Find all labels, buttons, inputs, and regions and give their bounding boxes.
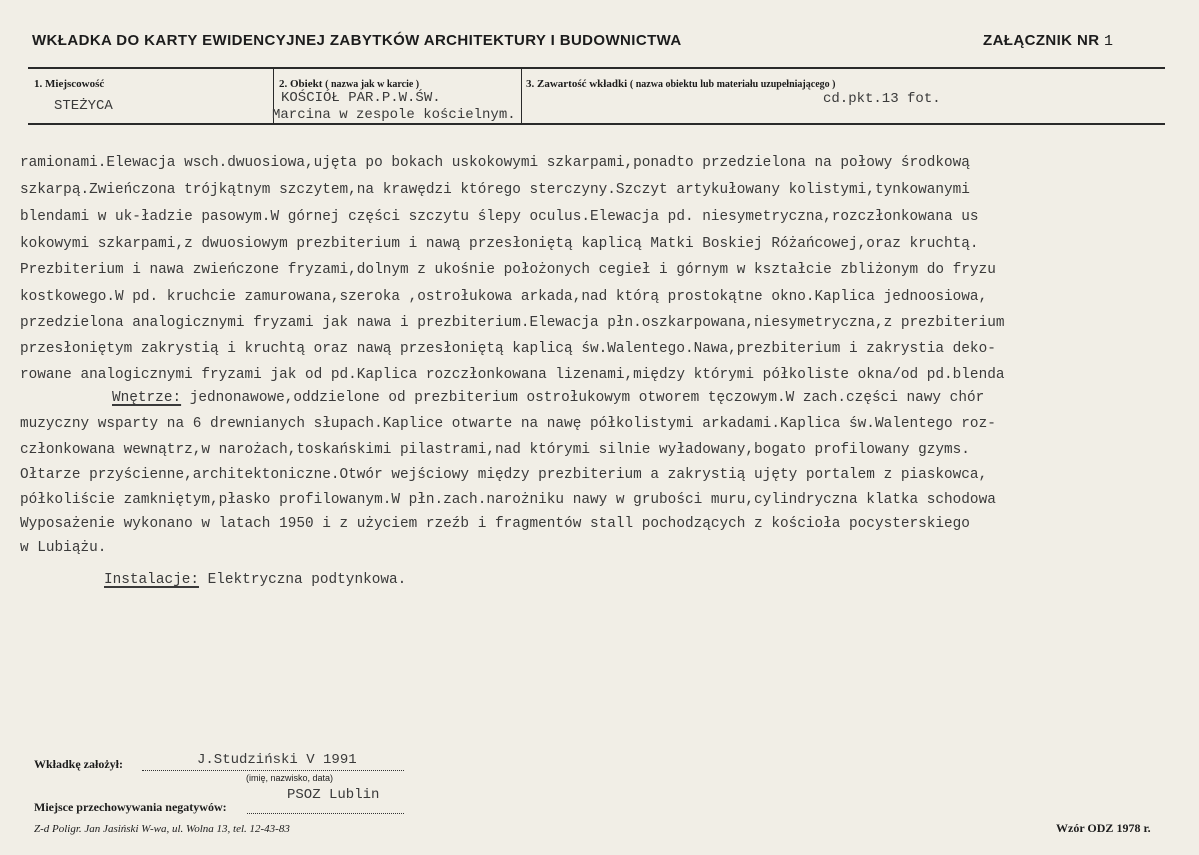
content-label-note: ( nazwa obiektu lub materiału uzupełniającego ) [629, 79, 836, 90]
object-label-text: 2. Obiekt [279, 78, 323, 90]
installations-text: Elektryczna podtynkowa. [199, 572, 407, 588]
object-value-line-1: KOŚCIÓŁ PAR.P.W.ŚW. [281, 90, 441, 106]
body-line: członkowana wewnątrz,w narożach,toskańskimi pilastrami,nad którymi silnie wyładowany,bogato profilowany gzyms. [20, 442, 970, 458]
body-line: kokowymi szkarpami,z dwuosiowym prezbiterium i nawą przesłoniętą kaplicą Matki Boskiej Różańcowej,oraz kruchtą. [20, 236, 979, 252]
object-label-note: ( nazwa jak w karcie ) [325, 79, 420, 90]
interior-paragraph-start [112, 390, 984, 406]
negatives-label: Miejsce przechowywania negatywów: [34, 800, 227, 814]
body-line: przesłoniętym zakrystią i kruchtą oraz nawą przesłoniętą kaplicą św.Walentego.Nawa,prezbiterium i zakrystia deko- [20, 341, 996, 357]
field-divider-2 [521, 69, 522, 123]
founded-by-value: J.Studziński V 1991 [197, 752, 357, 768]
annex-label [983, 32, 1113, 50]
field-box-top-rule [28, 67, 1165, 69]
founded-by-label: Wkładkę założył: [34, 757, 123, 771]
founded-by-dotted-line [142, 770, 404, 771]
installations-heading: Instalacje: [104, 572, 199, 588]
body-line: przedzielona analogicznymi fryzami jak nawa i prezbiterium.Elewacja płn.oszkarpowana,niesymetryczna,z prezbiterium [20, 315, 1005, 331]
body-line: półkoliście zamkniętym,płasko profilowanym.W płn.zach.narożniku nawy w grubości muru,cylindryczna klatka schodowa [20, 492, 996, 508]
body-line: szkarpą.Zwieńczona trójkątnym szczytem,na krawędzi którego sterczyny.Szczyt artykułowany kolistymi,tynkowanymi [20, 182, 970, 198]
body-line: w Lubiążu. [20, 540, 107, 556]
body-line: blendami w uk-ładzie pasowym.W górnej części szczytu ślepy oculus.Elewacja pd. niesymetryczna,rozczłonkowana us [20, 209, 979, 225]
annex-number: 1 [1104, 33, 1114, 50]
negatives-value: PSOZ Lublin [287, 787, 380, 803]
content-label-text: 3. Zawartość wkładki [526, 78, 628, 90]
founded-by-note: (imię, nazwisko, data) [246, 773, 334, 783]
place-label: 1. Miejscowość [34, 78, 105, 90]
body-line: ramionami.Elewacja wsch.dwuosiowa,ujęta po bokach uskokowymi szkarpami,ponadto przedzielona na połowy środkową [20, 155, 970, 171]
place-value: STEŻYCA [54, 98, 113, 114]
annex-label-text: ZAŁĄCZNIK NR [983, 32, 1100, 49]
body-line: Wyposażenie wykonano w latach 1950 i z użyciem rzeźb i fragmentów stall pochodzących z kościoła pocysterskiego [20, 516, 970, 532]
interior-text: jednonawowe,oddzielone od prezbiterium ostrołukowym otworem tęczowym.W zach.części nawy chór [181, 390, 985, 406]
object-value-line-2: Marcina w zespole kościelnym. [272, 107, 516, 123]
content-label [526, 78, 835, 90]
body-line: Prezbiterium i nawa zwieńczone fryzami,dolnym z ukośnie położonych cegieł i górnym w kształcie zbliżonym do fryzu [20, 262, 996, 278]
object-label [279, 78, 419, 90]
body-line: Ołtarze przyścienne,architektoniczne.Otwór wejściowy między prezbiterium a zakrystią ujęty portalem z piaskowca, [20, 467, 988, 483]
body-line: rowane analogicznymi fryzami jak od pd.Kaplica rozczłonkowana lizenami,między którymi półkoliste okna/od pd.blenda [20, 367, 1005, 383]
content-value: cd.pkt.13 fot. [823, 91, 941, 107]
negatives-dotted-line [247, 813, 404, 814]
installations-line [104, 572, 406, 588]
body-line: muzyczny wsparty na 6 drewnianych słupach.Kaplice otwarte na nawę półkolistymi arkadami.Kaplica św.Walentego roz- [20, 416, 996, 432]
printer-imprint: Z-d Poligr. Jan Jasiński W-wa, ul. Wolna 13, tel. 12-43-83 [34, 823, 290, 835]
form-title: WKŁADKA DO KARTY EWIDENCYJNEJ ZABYTKÓW ARCHITEKTURY I BUDOWNICTWA [32, 32, 682, 49]
interior-heading: Wnętrze: [112, 390, 182, 406]
body-line: kostkowego.W pd. kruchcie zamurowana,szeroka ,ostrołukowa arkada,nad którą prostokątne okno.Kaplica jednoosiowa, [20, 289, 988, 305]
field-box-bottom-rule [28, 123, 1165, 125]
form-model: Wzór ODZ 1978 r. [1056, 821, 1151, 835]
